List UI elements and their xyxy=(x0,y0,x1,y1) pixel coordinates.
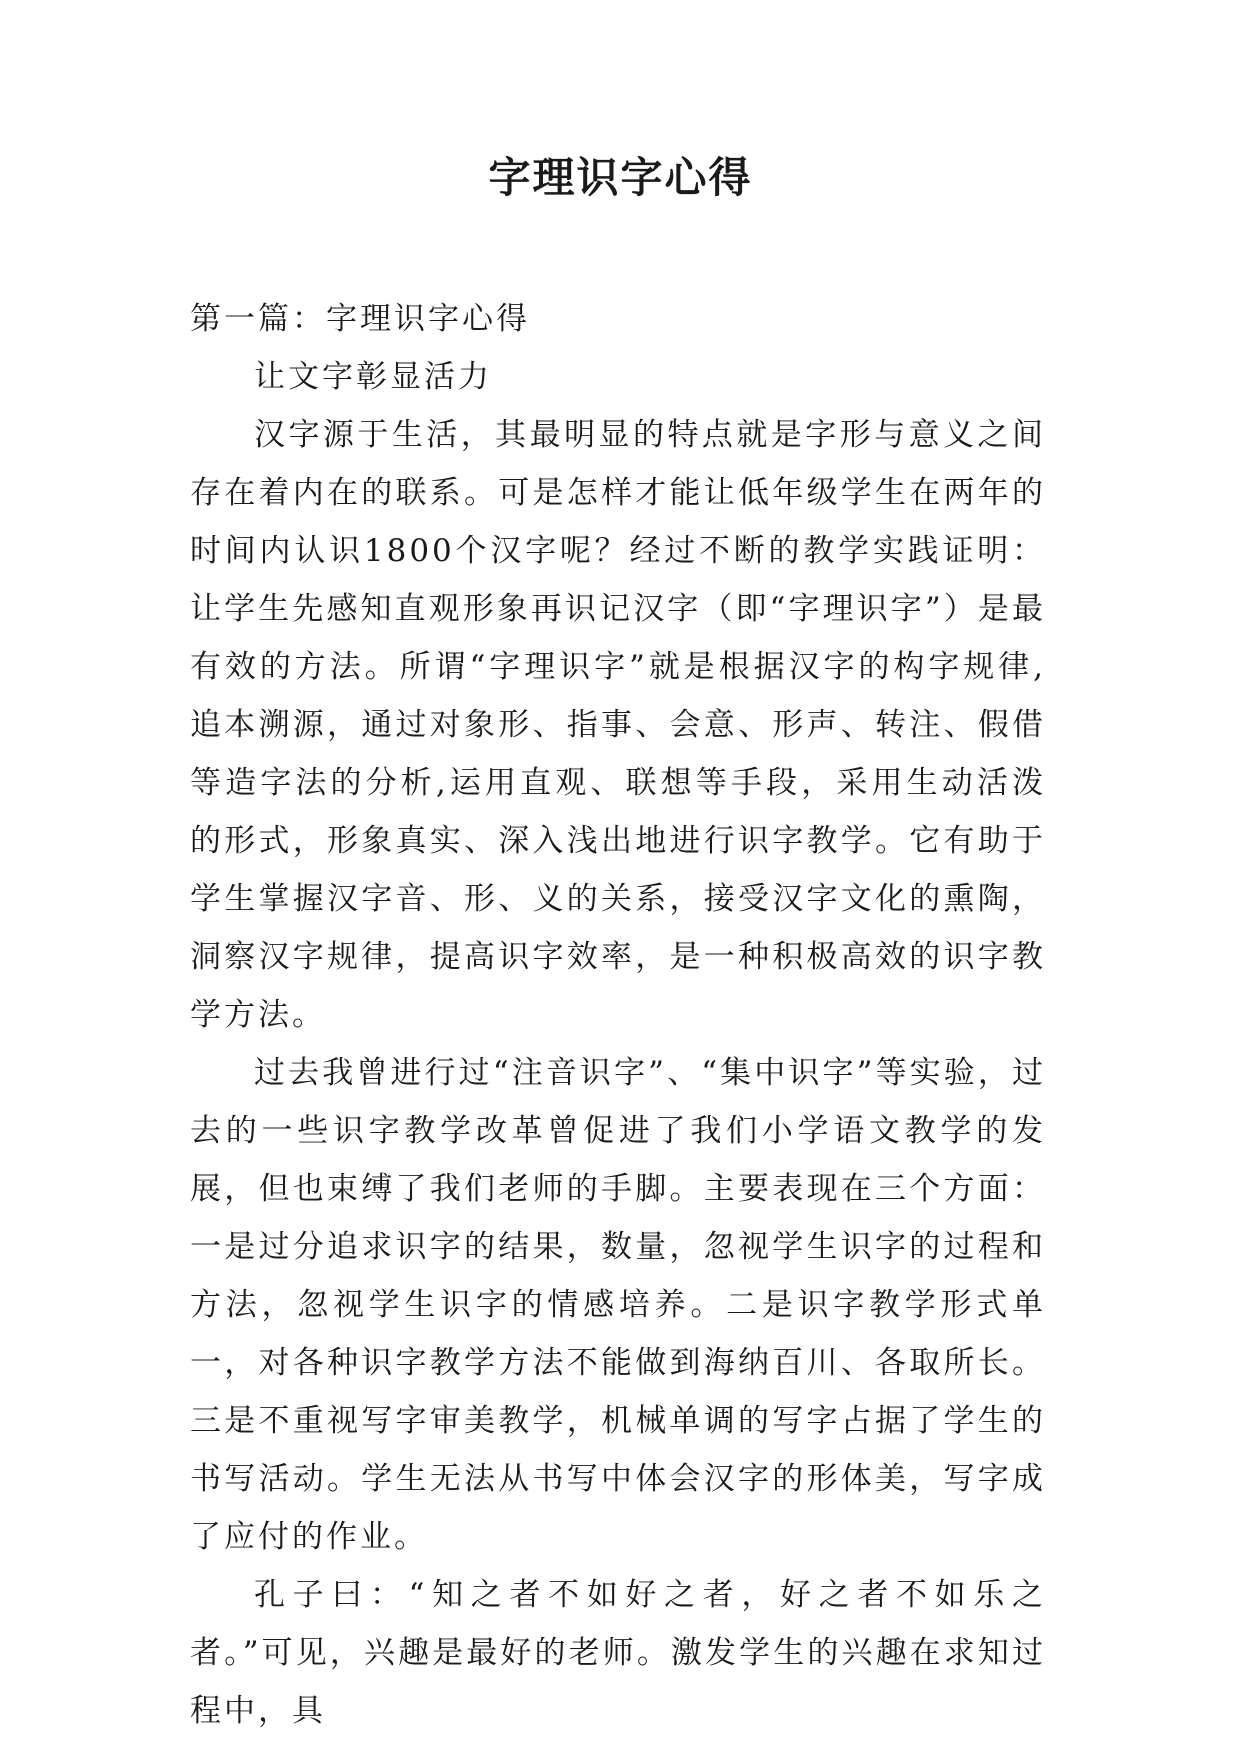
document-title: 字理识字心得 xyxy=(488,153,753,202)
section-heading: 第一篇：字理识字心得 xyxy=(190,301,530,337)
body-paragraph: 过去我曾进行过“注音识字”、“集中识字”等实验，过去的一些识字教学改革曾促进了我们小学语文教学的发展，但也束缚了我们老师的手脚。主要表现在三个方面：一是过分追求识字的结果，数量，忽视学生识字的过程和方法，忽视学生识字的情感培养。二是识字教学形式单一，对各种识字教学方法不能做到海纳百川、各取所长。三是不重视写字审美教学，机械单调的写字占据了学生的书写活动。学生无法从书写中体会汉字的形体美，写字成了应付的作业。 xyxy=(190,1055,1046,1555)
body-paragraph: 孔子曰：“知之者不如好之者，好之者不如乐之者。”可见，兴趣是最好的老师。激发学生的兴趣在求知过程中，具 xyxy=(190,1577,1046,1729)
body-paragraph: 汉字源于生活，其最明显的特点就是字形与意义之间存在着内在的联系。可是怎样才能让低年级学生在两年的时间内认识1800个汉字呢？经过不断的教学实践证明：让学生先感知直观形象再识记汉字（即“字理识字”）是最有效的方法。所谓“字理识字”就是根据汉字的构字规律,追本溯源，通过对象形、指事、会意、形声、转注、假借等造字法的分析,运用直观、联想等手段，采用生动活泼的形式，形象真实、深入浅出地进行识字教学。它有助于学生掌握汉字音、形、义的关系，接受汉字文化的熏陶，洞察汉字规律，提高识字效率，是一种积极高效的识字教学方法。 xyxy=(190,417,1046,1033)
document-body xyxy=(190,290,1046,1740)
subtitle: 让文字彰显活力 xyxy=(254,359,492,395)
